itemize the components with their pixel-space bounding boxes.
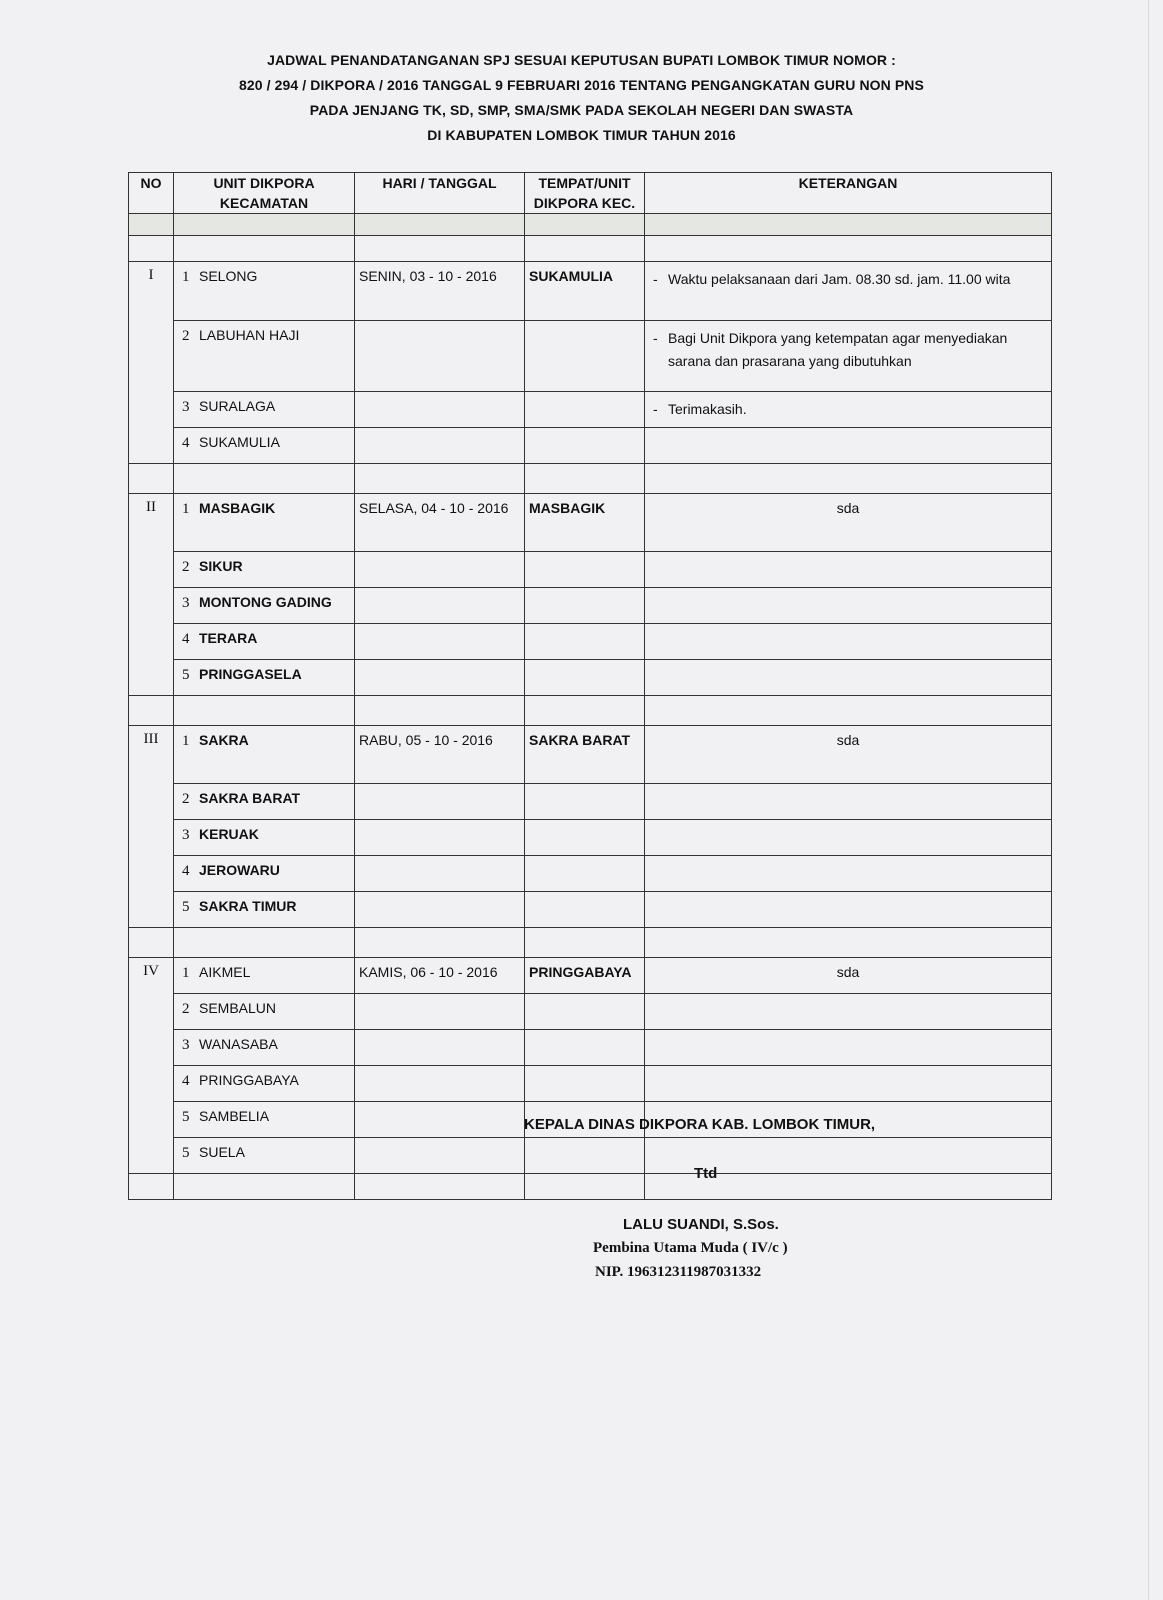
header-date: HARI / TANGGAL bbox=[355, 173, 525, 214]
ket-cell: - Terimakasih. bbox=[645, 392, 1052, 428]
page-edge bbox=[1148, 0, 1149, 1600]
unit-cell: 1 SELONG bbox=[174, 262, 355, 321]
table-header-row bbox=[129, 173, 1052, 214]
note-1: Waktu pelaksanaan dari Jam. 08.30 sd. jam. 11.00 wita bbox=[668, 271, 1011, 287]
unit-cell: 5 SAKRA TIMUR bbox=[174, 892, 355, 928]
ket-cell: - Waktu pelaksanaan dari Jam. 08.30 sd. jam. 11.00 wita bbox=[645, 262, 1052, 321]
group-no: IV bbox=[129, 958, 174, 1174]
unit-cell: 2 SIKUR bbox=[174, 552, 355, 588]
table-row bbox=[129, 820, 1052, 856]
group-no: III bbox=[129, 726, 174, 928]
header-place-line2: DIKPORA KEC. bbox=[533, 195, 636, 211]
table-row bbox=[129, 784, 1052, 820]
unit-cell: 4 JEROWARU bbox=[174, 856, 355, 892]
signature-office: KEPALA DINAS DIKPORA KAB. LOMBOK TIMUR, bbox=[524, 1116, 876, 1133]
table-row bbox=[129, 588, 1052, 624]
unit-cell: 2 LABUHAN HAJI bbox=[174, 321, 355, 392]
table-row bbox=[129, 892, 1052, 928]
table-row bbox=[129, 1066, 1052, 1102]
signature-ttd: Ttd bbox=[694, 1165, 718, 1182]
unit-cell: 4 PRINGGABAYA bbox=[174, 1066, 355, 1102]
shaded-row bbox=[129, 214, 1052, 236]
place-cell: MASBAGIK bbox=[525, 494, 645, 552]
header-unit-line2: KECAMATAN bbox=[219, 195, 309, 211]
table-row bbox=[129, 392, 1052, 428]
place-cell: PRINGGABAYA bbox=[525, 958, 645, 994]
header-ket: KETERANGAN bbox=[645, 173, 1052, 214]
note-2: Bagi Unit Dikpora yang ketempatan agar menyediakan sarana dan prasarana yang dibutuhkan bbox=[668, 330, 1008, 369]
spacer-row bbox=[129, 1174, 1052, 1200]
unit-cell: 5 SAMBELIA bbox=[174, 1102, 355, 1138]
date-cell: RABU, 05 - 10 - 2016 bbox=[355, 726, 525, 784]
spacer-row bbox=[129, 236, 1052, 262]
table-row bbox=[129, 994, 1052, 1030]
note-3: Terimakasih. bbox=[668, 401, 747, 417]
spacer-row bbox=[129, 696, 1052, 726]
unit-cell: 4 TERARA bbox=[174, 624, 355, 660]
title-line-2: 820 / 294 / DIKPORA / 2016 TANGGAL 9 FEBRUARI 2016 TENTANG PENGANGKATAN GURU NON PNS bbox=[239, 77, 924, 93]
spacer-row bbox=[129, 464, 1052, 494]
unit-cell: 3 WANASABA bbox=[174, 1030, 355, 1066]
table-row bbox=[129, 552, 1052, 588]
table-row bbox=[129, 321, 1052, 392]
place-cell: SUKAMULIA bbox=[525, 262, 645, 321]
signatory-rank: Pembina Utama Muda ( IV/c ) bbox=[593, 1240, 788, 1256]
header-no: NO bbox=[129, 173, 174, 214]
ket-cell: - Bagi Unit Dikpora yang ketempatan agar menyediakan sarana dan prasarana yang dibutuhkan bbox=[645, 321, 1052, 392]
document-title bbox=[0, 48, 1163, 148]
unit-cell: 3 SURALAGA bbox=[174, 392, 355, 428]
ket-cell: sda bbox=[645, 726, 1052, 784]
date-cell: KAMIS, 06 - 10 - 2016 bbox=[355, 958, 525, 994]
unit-cell: 3 KERUAK bbox=[174, 820, 355, 856]
group-no: II bbox=[129, 494, 174, 696]
table-row bbox=[129, 660, 1052, 696]
date-cell: SELASA, 04 - 10 - 2016 bbox=[355, 494, 525, 552]
title-line-3: PADA JENJANG TK, SD, SMP, SMA/SMK PADA SEKOLAH NEGERI DAN SWASTA bbox=[309, 102, 854, 118]
unit-cell: 4 SUKAMULIA bbox=[174, 428, 355, 464]
title-line-4: DI KABUPATEN LOMBOK TIMUR TAHUN 2016 bbox=[427, 127, 736, 143]
unit-cell: 1 SAKRA bbox=[174, 726, 355, 784]
header-unit-line1: UNIT DIKPORA bbox=[213, 175, 315, 191]
table-row bbox=[129, 1138, 1052, 1174]
unit-cell: 5 PRINGGASELA bbox=[174, 660, 355, 696]
table-row bbox=[129, 494, 1052, 552]
schedule-table bbox=[128, 172, 1052, 1200]
header-unit bbox=[174, 173, 355, 214]
signatory-nip: NIP. 196312311987031332 bbox=[595, 1264, 762, 1280]
unit-cell: 2 SEMBALUN bbox=[174, 994, 355, 1030]
ket-cell: sda bbox=[645, 958, 1052, 994]
unit-cell: 5 SUELA bbox=[174, 1138, 355, 1174]
table-row bbox=[129, 1030, 1052, 1066]
unit-cell: 1 MASBAGIK bbox=[174, 494, 355, 552]
signatory-name: LALU SUANDI, S.Sos. bbox=[623, 1216, 779, 1233]
table-row bbox=[129, 624, 1052, 660]
header-place bbox=[525, 173, 645, 214]
unit-cell: 1 AIKMEL bbox=[174, 958, 355, 994]
header-place-line1: TEMPAT/UNIT bbox=[538, 175, 631, 191]
place-cell: SAKRA BARAT bbox=[525, 726, 645, 784]
unit-cell: 2 SAKRA BARAT bbox=[174, 784, 355, 820]
table-row bbox=[129, 262, 1052, 321]
ket-cell: sda bbox=[645, 494, 1052, 552]
unit-cell: 3 MONTONG GADING bbox=[174, 588, 355, 624]
table-row bbox=[129, 428, 1052, 464]
table-row bbox=[129, 958, 1052, 994]
table-row bbox=[129, 726, 1052, 784]
spacer-row bbox=[129, 928, 1052, 958]
table-row bbox=[129, 856, 1052, 892]
title-line-1: JADWAL PENANDATANGANAN SPJ SESUAI KEPUTUSAN BUPATI LOMBOK TIMUR NOMOR : bbox=[267, 52, 896, 68]
date-cell: SENIN, 03 - 10 - 2016 bbox=[355, 262, 525, 321]
group-no: I bbox=[129, 262, 174, 464]
